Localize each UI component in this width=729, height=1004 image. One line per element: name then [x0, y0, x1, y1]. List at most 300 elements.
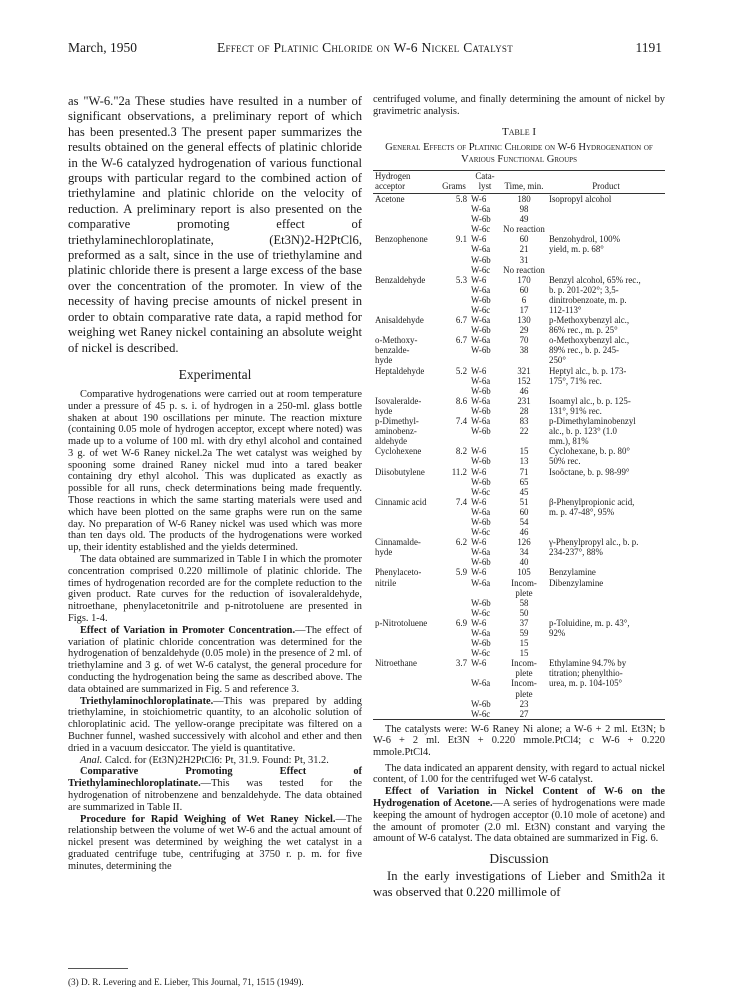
discussion-body: [373, 869, 665, 900]
cell-time: 126: [517, 537, 531, 548]
cell-time: 130: [517, 315, 531, 326]
table-row: [373, 598, 665, 608]
table-row: [373, 618, 665, 628]
footnote: (3) D. R. Levering and E. Lieber, This Journal, 71, 1515 (1949).: [68, 977, 304, 987]
cell-product: [547, 204, 665, 214]
cell-grams: [439, 295, 469, 305]
cell-catalyst: W-6: [471, 617, 487, 628]
cell-catalyst: W-6b: [471, 698, 491, 709]
cell-time: 28: [519, 405, 529, 416]
cell-time: 6: [521, 294, 527, 305]
cell-grams: [439, 345, 469, 355]
cell-time: 170: [517, 274, 531, 285]
table-row: [373, 537, 665, 547]
cell-catalyst: W-6b: [471, 456, 491, 467]
cell-catalyst: W-6c: [471, 527, 491, 538]
cell-grams: [439, 608, 469, 618]
nickel-variation-text: —A series of hydrogenations were made keeping the amount of hydrogen acceptor (0.10 mole of acetone) and the amount of promoter (2.0 ml. Et3N) constant and varying the amount of W-6 catalyst. The data obtained are summarized in Fig. 6.: [373, 798, 665, 845]
analysis-paragraph: [68, 755, 362, 767]
cell-catalyst: [469, 436, 501, 446]
cell-grams: [439, 628, 469, 638]
cell-catalyst: W-6b: [471, 254, 491, 265]
cell-time: 46: [519, 527, 529, 538]
cell-time: 21: [519, 244, 529, 255]
table-row: [373, 315, 665, 325]
running-head: [68, 40, 662, 58]
table-row: [373, 265, 665, 275]
cell-catalyst: W-6: [471, 658, 487, 669]
cell-grams: [439, 578, 469, 588]
experimental-paragraph-2: The data obtained are summarized in Table I in which the promoter concentration comprised 0.220 millimole of platinic chloride. The times of hydrogenation recorded are for the complete reduction to the given product. Rate curves for the reduction of isovaleraldehyde, nitroethane, phenylacetonitrile and p-nitrotoluene are presented in Figs. 1-4.: [68, 554, 362, 625]
cell-product: Benzohydrol, 100%: [549, 234, 620, 245]
cell-acceptor: Acetone: [375, 193, 405, 204]
cell-acceptor: Cinnamalde-: [375, 537, 421, 548]
cell-catalyst: W-6: [471, 567, 487, 578]
cell-time: 27: [501, 709, 547, 720]
cell-product: [547, 527, 665, 537]
table-row: [373, 567, 665, 577]
cell-time: 50: [519, 607, 529, 618]
cell-time: 15: [519, 446, 529, 457]
cell-acceptor: [373, 628, 439, 638]
cell-product: [547, 386, 665, 396]
weighing-text: —The relationship between the volume of wet W-6 and the actual amount of nickel present was determined by weighing the wet catalyst in a graduated centrifuge tube, centrifuging at 3750 r. p. m. for five minutes, determining the: [68, 813, 362, 872]
cell-product: [547, 648, 665, 658]
cell-time: 83: [519, 416, 529, 427]
table-row: [373, 416, 665, 426]
cell-catalyst: W-6c: [471, 264, 491, 275]
cell-catalyst: W-6: [471, 274, 487, 285]
cell-grams: [439, 244, 469, 254]
cell-product: titration; phenylthio-: [549, 668, 623, 679]
cell-acceptor: o-Methoxy-: [375, 335, 418, 346]
cell-grams: [439, 588, 469, 598]
table-row: [373, 355, 665, 365]
cell-grams: 6.2: [455, 537, 467, 548]
cell-time: 60: [519, 284, 529, 295]
cell-grams: [439, 517, 469, 527]
table-row: [373, 668, 665, 678]
cell-catalyst: W-6a: [471, 577, 491, 588]
cell-time: 152: [517, 375, 531, 386]
cell-catalyst: W-6c: [471, 486, 491, 497]
cell-acceptor: p-Nitrotoluene: [375, 617, 428, 628]
cell-product: 86% rec., m. p. 25°: [549, 325, 618, 336]
cell-acceptor: Cinnamic acid: [375, 496, 427, 507]
cell-product: p-Dimethylaminobenzyl: [549, 416, 636, 427]
cell-product: Isoöctane, b. p. 98-99°: [549, 466, 630, 477]
cell-acceptor: [373, 376, 439, 386]
cell-catalyst: W-6c: [471, 305, 491, 315]
cell-product: urea, m. p. 104-105°: [549, 678, 623, 689]
table-row: [373, 386, 665, 396]
cell-time: 40: [519, 557, 529, 568]
cell-acceptor: [373, 588, 439, 598]
cell-product: dinitrobenzoate, m. p.: [549, 294, 627, 305]
cell-catalyst: [469, 588, 501, 598]
cell-product: Isoamyl alc., b. p. 125-: [549, 395, 631, 406]
promoter-variation-head: Effect of Variation in Promoter Concentration.: [80, 624, 296, 636]
cell-grams: [439, 699, 469, 709]
cell-time: 34: [519, 547, 529, 558]
chloroplatinate-text: —This was prepared by adding triethylamine, in stoichiometric quantity, to an alcoholic solution of chloroplatinic acid. The yellow-orange precipitate was filtered on a Buchner funnel, washed successively with alcohol and ether and then dried in a vacuum desiccator. The yield is quantitative.: [68, 695, 362, 754]
cell-product: [547, 598, 665, 608]
cell-catalyst: W-6a: [471, 284, 491, 295]
cell-product: 50% rec.: [549, 456, 581, 467]
cell-grams: 6.9: [455, 617, 467, 628]
cell-grams: 7.4: [455, 496, 467, 507]
nickel-variation-head: Effect of Variation in Nickel Content of W-6 on the Hydrogenation of Acetone.: [373, 786, 665, 810]
cell-acceptor: [373, 527, 439, 537]
cell-grams: 6.7: [455, 315, 467, 326]
cell-acceptor: [373, 285, 439, 295]
cell-grams: [439, 477, 469, 487]
cell-grams: [439, 689, 469, 699]
cell-acceptor: [373, 477, 439, 487]
cell-grams: 8.6: [455, 395, 467, 406]
cell-acceptor: Anisaldehyde: [375, 315, 424, 326]
cell-grams: [439, 527, 469, 537]
cell-acceptor: [373, 255, 439, 265]
cell-catalyst: W-6: [471, 193, 487, 204]
cell-time: 59: [519, 628, 529, 638]
cell-grams: [439, 678, 469, 688]
page-number: 1191: [635, 40, 662, 55]
cell-product: p-Methoxybenzyl alc.,: [549, 315, 630, 326]
table-row: [373, 305, 665, 315]
cell-product: b. p. 201-202°; 3,5-: [549, 284, 619, 295]
cell-acceptor: [373, 487, 439, 497]
table-row: [373, 345, 665, 355]
footnote-rule: [68, 968, 128, 969]
cell-grams: [439, 305, 469, 315]
table-row: [373, 497, 665, 507]
table-row: [373, 204, 665, 214]
cell-acceptor: [373, 386, 439, 396]
experimental-paragraph-1: Comparative hydrogenations were carried out at room temperature under a pressure of 45 p. s. i. of hydrogen in a 250-ml. glass bottle shaken at about 190 oscillations per minute. The reaction mixture (containing 0.05 mole of hydrogen acceptor, except where noted) was made up to a volume of 100 ml. with dry ethyl alcohol and contained 3 g. of wet W-6 Raney nickel.2a The wet catalyst was weighed by spooning some drained Raney nickel mud into a tared beaker containing dry ethyl alcohol. This was duplicated as exactly as possible for all runs, check determinations being made frequently. Those reactions in which the same starting materials were used and which have been plotted on the same graphs were run on the same day. No preparation of W-6 Raney nickel was used which was more than ten days old. The products of the hydrogenations were worked up, their identity established and the yields determined.: [68, 388, 362, 554]
nickel-variation-paragraph: [373, 786, 665, 845]
cell-grams: [439, 214, 469, 224]
table-row: [373, 608, 665, 618]
cell-catalyst: W-6b: [471, 345, 491, 356]
cell-grams: [439, 204, 469, 214]
cell-grams: [439, 456, 469, 466]
cell-grams: [439, 386, 469, 396]
cell-time: plete: [515, 688, 533, 699]
cell-grams: 6.7: [455, 335, 467, 346]
promoter-variation-text: —The effect of variation of platinic chloride concentration was determined for the hydrogenation of benzaldehyde (0.05 mole) in the presence of 2 ml. of triethylamine and 3 g. of wet W-6 catalyst, the general procedure for conducting the hydrogenation being the same as described above. The data obtained are summarized in Fig. 5 and reference 3.: [68, 624, 362, 695]
table-row: [373, 193, 665, 204]
cell-catalyst: W-6: [471, 446, 487, 457]
table-row: [373, 366, 665, 376]
cell-grams: [439, 507, 469, 517]
cell-grams: [439, 598, 469, 608]
cell-time: 231: [517, 395, 531, 406]
cell-time: 15: [519, 638, 529, 649]
cell-acceptor: [373, 709, 439, 720]
cell-product: Benzyl alcohol, 65% rec.,: [549, 274, 641, 285]
analysis-text: Calcd. for (Et3N)2H2PtCl6: Pt, 31.9. Found: Pt, 31.2.: [102, 754, 329, 766]
cell-product: Isopropyl alcohol: [549, 193, 612, 204]
cell-product: 112-113°: [549, 305, 582, 315]
table-row: [373, 527, 665, 537]
table-row: [373, 517, 665, 527]
cell-catalyst: [469, 355, 501, 365]
cell-catalyst: W-6a: [471, 678, 491, 689]
cell-time: 60: [519, 506, 529, 517]
cell-acceptor: Diisobutylene: [375, 466, 425, 477]
cell-catalyst: W-6b: [471, 597, 491, 608]
cell-catalyst: W-6b: [471, 325, 491, 336]
comparative-paragraph: [68, 766, 362, 813]
cell-acceptor: [373, 638, 439, 648]
cell-catalyst: [469, 668, 501, 678]
cell-time: Incom-: [511, 577, 537, 588]
cell-product: yield, m. p. 68°: [549, 244, 604, 255]
cell-acceptor: hyde: [375, 355, 393, 366]
cell-acceptor: [373, 214, 439, 224]
cell-product: [547, 709, 665, 720]
cell-time: 321: [517, 365, 531, 376]
col-header-acceptor: Hydrogen acceptor: [373, 170, 439, 193]
cell-grams: 5.8: [455, 193, 467, 204]
cell-acceptor: Isovaleralde-: [375, 395, 422, 406]
chloroplatinate-paragraph: [68, 696, 362, 755]
cell-catalyst: W-6a: [471, 506, 491, 517]
cell-grams: [439, 648, 469, 658]
cell-time: plete: [515, 668, 533, 679]
cell-grams: [439, 436, 469, 446]
cell-time: [501, 436, 547, 446]
cell-time: 38: [519, 345, 529, 356]
cell-product: 175°, 71% rec.: [549, 375, 602, 386]
cell-grams: 11.2: [451, 466, 467, 477]
cell-time: 17: [519, 305, 529, 315]
cell-catalyst: W-6: [471, 365, 487, 376]
cell-grams: 5.3: [455, 274, 467, 285]
intro-paragraph: as "W-6."2a These studies have resulted in a number of significant observations, a preliminary report of which has been presented.3 The present paper summarizes the results obtained on the general effects of platinic chloride in the W-6 catalyzed hydrogenation of various functional groups with particular regard to the combined action of triethylamine and platinic chloride on the velocity of reduction. A preliminary report is also presented on the comparative promoting effect of triethylaminechloroplatinate, (Et3N)2-H2PtCl6, preformed as a salt, since in the use of triethylamine and platinic chloride there is present a large excess of the base over the concentration of the promoter. In view of the necessity of having precise amounts of nickel present in order to obtain comparative rate data, a rapid method for weighing wet Raney nickel containing an absolute weight of nickel is described.: [68, 94, 362, 355]
table-row: [373, 396, 665, 406]
table-row: [373, 638, 665, 648]
comparative-text: —This was tested for the hydrogenation of nitrobenzene and benzaldehyde. The data obtained are summarized in Table II.: [68, 778, 362, 813]
cell-grams: 8.2: [455, 446, 467, 457]
table-header-row: [373, 170, 665, 193]
cell-product: m. p. 47-48°, 95%: [549, 506, 615, 517]
cell-acceptor: benzalde-: [375, 345, 410, 356]
table-title: General Effects of Platinic Chloride on W-6 Hydrogenation of Various Functional Groups: [385, 141, 653, 166]
cell-catalyst: W-6b: [471, 476, 491, 487]
cell-grams: [439, 265, 469, 275]
cell-catalyst: W-6: [471, 466, 487, 477]
cell-time: 45: [519, 486, 529, 497]
cell-product: Dibenzylamine: [549, 577, 604, 588]
cell-product: [547, 517, 665, 527]
cell-catalyst: W-6a: [471, 416, 491, 427]
cell-catalyst: W-6b: [471, 214, 491, 225]
cell-acceptor: [373, 305, 439, 315]
chloroplatinate-head: Triethylaminochloroplatinate.: [80, 695, 214, 707]
cell-product: [547, 477, 665, 487]
cell-time: 13: [519, 456, 529, 467]
cell-catalyst: W-6c: [471, 224, 491, 235]
table-row: [373, 588, 665, 598]
cell-product: Benzylamine: [549, 567, 596, 578]
experimental-body: [68, 389, 362, 873]
cell-acceptor: [373, 224, 439, 234]
cell-catalyst: W-6a: [471, 315, 491, 326]
cell-product: [547, 224, 665, 234]
cell-product: mm.), 81%: [549, 436, 589, 447]
cell-catalyst: W-6c: [471, 607, 491, 618]
cell-acceptor: [373, 517, 439, 527]
cell-time: 105: [517, 567, 531, 578]
weighing-paragraph: [68, 814, 362, 873]
cell-product: alc., b. p. 123° (1.0: [549, 426, 617, 437]
cell-grams: 3.7: [455, 658, 467, 669]
cell-grams: [439, 224, 469, 234]
col-header-catalyst: Cata-lyst: [469, 170, 501, 193]
cell-catalyst: W-6c: [469, 709, 501, 720]
table-row: [373, 689, 665, 699]
table-row: [373, 467, 665, 477]
cell-time: 70: [519, 335, 529, 346]
cell-acceptor: [373, 608, 439, 618]
table-footnote: The catalysts were: W-6 Raney Ni alone; a W-6 + 2 ml. Et3N; b W-6 + 2 ml. Et3N + 0.220 mmole.PtCl4; c W-6 + 0.220 mmole.PtCl4.: [373, 723, 665, 759]
table-row: [373, 547, 665, 557]
cell-time: plete: [515, 587, 533, 598]
cell-grams: [439, 406, 469, 416]
col-header-product: Product: [547, 170, 665, 193]
cell-product: γ-Phenylpropyl alc., b. p.: [549, 537, 639, 548]
table-row: [373, 295, 665, 305]
cell-time: 46: [519, 385, 529, 396]
cell-acceptor: [373, 295, 439, 305]
cell-time: 23: [519, 698, 529, 709]
table-row: [373, 699, 665, 709]
cell-catalyst: W-6b: [471, 426, 491, 437]
table-row: [373, 578, 665, 588]
cell-catalyst: W-6a: [471, 375, 491, 386]
cell-time: 15: [519, 648, 529, 659]
cell-acceptor: [373, 507, 439, 517]
cell-time: 29: [519, 325, 529, 336]
cell-product: [547, 699, 665, 709]
table-row: [373, 487, 665, 497]
cell-grams: [439, 355, 469, 365]
cell-time: 71: [519, 466, 529, 477]
cell-grams: [439, 638, 469, 648]
cell-grams: [439, 325, 469, 335]
table-caption: Table I: [501, 125, 537, 138]
table-row: [373, 426, 665, 436]
table-row: [373, 255, 665, 265]
table-row: [373, 446, 665, 456]
cell-catalyst: W-6b: [471, 557, 491, 568]
cell-time: No reaction: [503, 264, 545, 275]
table-row: [373, 658, 665, 668]
cell-grams: 9.1: [455, 234, 467, 245]
cell-time: [501, 355, 547, 365]
cell-grams: [439, 255, 469, 265]
cell-grams: [439, 376, 469, 386]
cell-product: [547, 608, 665, 618]
cell-time: 22: [519, 426, 529, 437]
right-body: [373, 763, 665, 846]
cell-catalyst: W-6b: [471, 638, 491, 649]
cell-grams: 5.9: [455, 567, 467, 578]
cell-time: 31: [519, 254, 529, 265]
cell-catalyst: W-6a: [471, 335, 491, 346]
cell-acceptor: [373, 699, 439, 709]
cell-grams: 5.2: [455, 365, 467, 376]
table-row: [373, 214, 665, 224]
cell-time: 60: [519, 234, 529, 245]
table-row: [373, 678, 665, 688]
cell-acceptor: aminobenz-: [375, 426, 417, 437]
cell-time: 98: [519, 204, 529, 215]
comparative-head: Comparative Promoting Effect of Triethylaminechloroplatinate.: [68, 766, 362, 790]
cell-acceptor: [373, 204, 439, 214]
cell-acceptor: [373, 456, 439, 466]
cell-acceptor: [373, 325, 439, 335]
col-header-grams: Grams: [439, 170, 469, 193]
table-row: [373, 244, 665, 254]
cell-acceptor: [373, 648, 439, 658]
cell-product: 131°, 91% rec.: [549, 405, 602, 416]
cell-grams: [439, 487, 469, 497]
table-row: [373, 477, 665, 487]
cell-time: 37: [519, 617, 529, 628]
table-row: [373, 456, 665, 466]
cell-product: [547, 214, 665, 224]
cell-acceptor: Phenylaceto-: [375, 567, 422, 578]
cell-product: 89% rec., b. p. 245-: [549, 345, 619, 356]
cell-acceptor: [373, 678, 439, 688]
issue-date: March, 1950: [68, 40, 137, 55]
cell-product: [547, 588, 665, 598]
cell-product: β-Phenylpropionic acid,: [549, 496, 635, 507]
cell-grams: [439, 668, 469, 678]
cell-time: Incom-: [511, 678, 537, 689]
table-row: [373, 275, 665, 285]
cell-time: 58: [519, 597, 529, 608]
table-row: [373, 224, 665, 234]
cell-grams: [439, 709, 469, 720]
cell-acceptor: [373, 689, 439, 699]
table-row: [373, 436, 665, 446]
discussion-heading: Discussion: [489, 851, 549, 867]
discussion-paragraph: In the early investigations of Lieber and Smith2a it was observed that 0.220 millimole of: [373, 869, 665, 899]
cell-product: 234-237°, 88%: [549, 547, 603, 558]
results-table: [373, 170, 665, 720]
cell-acceptor: Heptaldehyde: [375, 365, 425, 376]
weighing-head: Procedure for Rapid Weighing of Wet Raney Nickel.: [80, 813, 336, 825]
cell-product: [547, 557, 665, 567]
cell-catalyst: W-6a: [471, 244, 491, 255]
cell-acceptor: [373, 265, 439, 275]
cell-time: 65: [519, 476, 529, 487]
cell-catalyst: W-6: [471, 234, 487, 245]
cell-grams: [439, 557, 469, 567]
table-row: [373, 709, 665, 720]
cell-time: 54: [519, 516, 529, 527]
cell-acceptor: nitrile: [375, 577, 397, 588]
cell-catalyst: W-6b: [471, 516, 491, 527]
cell-catalyst: W-6b: [471, 385, 491, 396]
table-row: [373, 406, 665, 416]
cell-product: Ethylamine 94.7% by: [549, 658, 627, 669]
cell-acceptor: Nitroethane: [375, 658, 417, 669]
